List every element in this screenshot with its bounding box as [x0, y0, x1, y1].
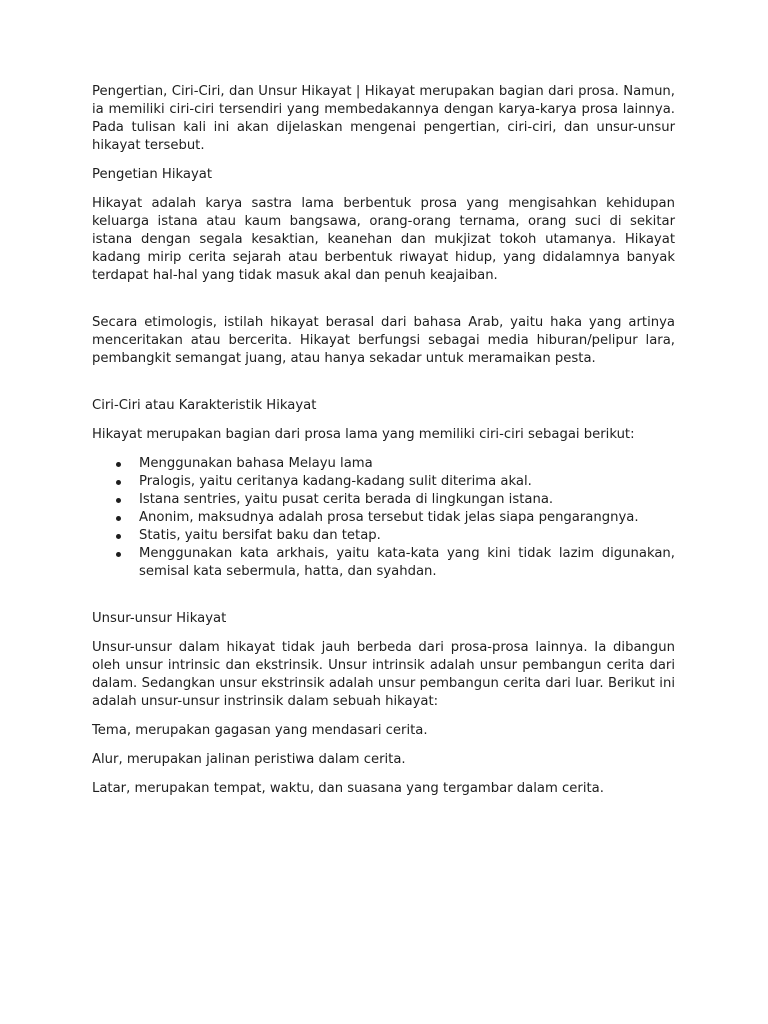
- list-item: [92, 527, 675, 545]
- spacer: [92, 296, 675, 314]
- list-item-text: Menggunakan kata arkhais, yaitu kata-kata yang kini tidak lazim digunakan, semisal kata sebermula, hatta, dan syahdan.: [139, 546, 675, 579]
- list-item-text: Menggunakan bahasa Melayu lama: [139, 456, 373, 471]
- bullet-icon: [116, 534, 121, 539]
- ciri-bullet-list: [92, 455, 675, 581]
- heading-ciri: Ciri-Ciri atau Karakteristik Hikayat: [92, 398, 317, 413]
- list-item: [92, 509, 675, 527]
- pengertian-paragraph-2: Secara etimologis, istilah hikayat berasal dari bahasa Arab, yaitu haka yang artinya menceritakan atau bercerita. Hikayat berfungsi sebagai media hiburan/pelipur lara, pembangkit semangat juang, atau hanya sekadar untuk meramaikan pesta.: [92, 315, 675, 366]
- bullet-icon: [116, 462, 121, 467]
- list-item: [92, 455, 675, 473]
- heading-pengertian: Pengetian Hikayat: [92, 167, 213, 182]
- list-item-text: Statis, yaitu bersifat baku dan tetap.: [139, 528, 381, 543]
- list-item: [92, 491, 675, 509]
- bullet-icon: [116, 480, 121, 485]
- bullet-icon: [116, 516, 121, 521]
- heading-unsur: Unsur-unsur Hikayat: [92, 611, 227, 626]
- list-item: [92, 545, 675, 581]
- list-item-text: Istana sentries, yaitu pusat cerita berada di lingkungan istana.: [139, 492, 554, 507]
- spacer: [92, 379, 675, 397]
- bullet-icon: [116, 552, 121, 557]
- bullet-icon: [116, 498, 121, 503]
- pengertian-paragraph-1: Hikayat adalah karya sastra lama berbentuk prosa yang mengisahkan kehidupan keluarga istana atau kaum bangsawa, orang-orang ternama, orang suci di sekitar istana dengan segala kesaktian, keanehan dan mukjizat tokoh utamanya. Hikayat kadang mirip cerita sejarah atau berbentuk riwayat hidup, yang didalamnya banyak terdapat hal-hal yang tidak masuk akal dan penuh keajaiban.: [92, 196, 675, 283]
- list-item: [92, 473, 675, 491]
- ciri-intro-paragraph: Hikayat merupakan bagian dari prosa lama yang memiliki ciri-ciri sebagai berikut:: [92, 427, 635, 442]
- spacer: [92, 592, 675, 610]
- list-item-text: Anonim, maksudnya adalah prosa tersebut tidak jelas siapa pengarangnya.: [139, 510, 639, 525]
- unsur-intro-paragraph: Unsur-unsur dalam hikayat tidak jauh berbeda dari prosa-prosa lainnya. Ia dibangun oleh unsur intrinsic dan ekstrinsik. Unsur intrinsik adalah unsur pembangun cerita dari dalam. Sedangkan unsur ekstrinsik adalah unsur pembangun cerita dari luar. Berikut ini adalah unsur-unsur instrinsik dalam sebuah hikayat:: [92, 640, 675, 709]
- document-page: [92, 83, 675, 809]
- unsur-item-latar: Latar, merupakan tempat, waktu, dan suasana yang tergambar dalam cerita.: [92, 781, 604, 796]
- unsur-item-tema: Tema, merupakan gagasan yang mendasari cerita.: [92, 723, 428, 738]
- intro-paragraph: Pengertian, Ciri-Ciri, dan Unsur Hikayat | Hikayat merupakan bagian dari prosa. Namun, ia memiliki ciri-ciri tersendiri yang membedakannya dengan karya-karya prosa lainnya. Pada tulisan kali ini akan dijelaskan mengenai pengertian, ciri-ciri, dan unsur-unsur hikayat tersebut.: [92, 84, 675, 153]
- list-item-text: Pralogis, yaitu ceritanya kadang-kadang sulit diterima akal.: [139, 474, 532, 489]
- unsur-item-alur: Alur, merupakan jalinan peristiwa dalam cerita.: [92, 752, 406, 767]
